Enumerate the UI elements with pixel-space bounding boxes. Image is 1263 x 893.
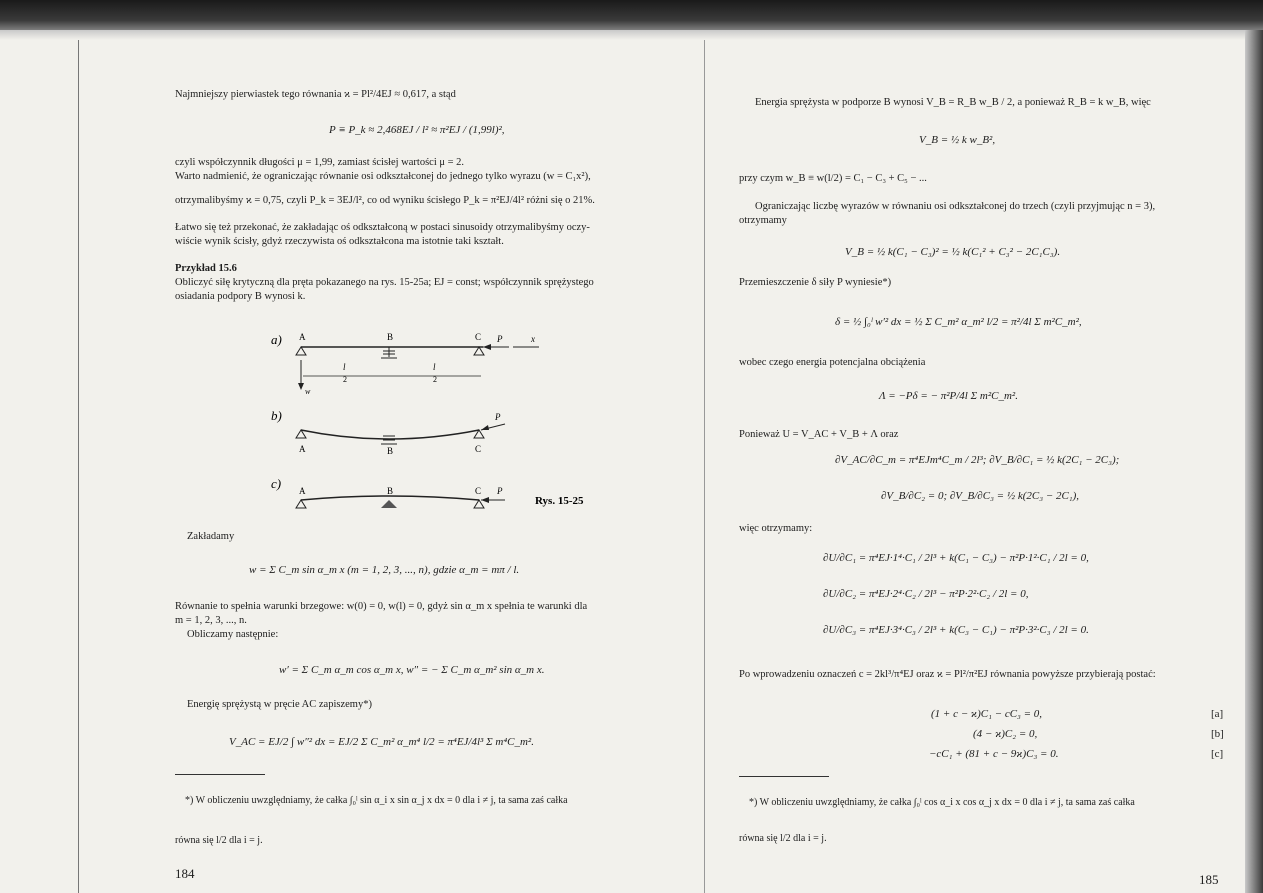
equation: w′ = Σ C_m α_m cos α_m x, w″ = − Σ C_m α_m² sin α_m x. <box>279 664 545 676</box>
text-line: Po wprowadzeniu oznaczeń c = 2kl³/π⁴EJ oraz ϰ = Pl²/π²EJ równania powyższe przybierają postać: <box>739 669 1156 680</box>
equation: w = Σ C_m sin α_m x (m = 1, 2, 3, ..., n), gdzie α_m = mπ / l. <box>249 564 520 576</box>
equation: ∂U/∂C₁ = π⁴EJ·1⁴·C₁ / 2l³ + k(C₁ − C₃) − π²P·1²·C₁ / 2l = 0, <box>823 552 1089 564</box>
text-line: wobec czego energia potencjalna obciążenia <box>739 357 926 368</box>
text-line: otrzymamy <box>739 215 787 226</box>
right-page <box>704 40 1245 893</box>
text-line: Energia sprężysta w podporze B wynosi V_B = R_B w_B / 2, a ponieważ R_B = k w_B, więc <box>755 97 1151 108</box>
footnote: równa się l/2 dla i = j. <box>175 835 263 846</box>
equation: Λ = −Pδ = − π²P/4l Σ m²C_m². <box>879 390 1018 402</box>
example-title: Przykład 15.6 <box>175 263 237 274</box>
force-P: P <box>497 334 503 344</box>
footnote: *) W obliczeniu uwzględniamy, że całka ∫₀ˡ cos α_i x cos α_j x dx = 0 dla i ≠ j, ta sama zaś całka <box>749 797 1135 808</box>
point-B: B <box>387 446 394 456</box>
equation: δ = ½ ∫₀ˡ w′² dx = ½ Σ C_m² α_m² l/2 = π²/4l Σ m²C_m², <box>835 316 1082 328</box>
equation: −cC₁ + (81 + c − 9ϰ)C₃ = 0. <box>929 748 1059 760</box>
equation: V_B = ½ k(C₁ − C₃)² = ½ k(C₁² + C₃² − 2C₁C₃). <box>845 246 1061 258</box>
scan-top-shadow <box>0 0 1263 34</box>
equation: V_B = ½ k w_B², <box>919 134 996 146</box>
fig-label-b: b) <box>271 408 282 423</box>
footnote: równa się l/2 dla i = j. <box>739 833 827 844</box>
text-line: więc otrzymamy: <box>739 523 813 534</box>
left-page <box>78 40 699 893</box>
page-number: 184 <box>175 866 195 881</box>
scan-right-shadow <box>1245 30 1263 893</box>
axis-w: w <box>305 387 311 396</box>
text-line: Ponieważ U = V_AC + V_B + Λ oraz <box>739 429 899 440</box>
half-length-denom: 2 <box>343 375 347 384</box>
text-line: przy czym w_B ≡ w(l/2) = C₁ − C₃ + C₅ − ... <box>739 173 927 184</box>
text-line: Ograniczając liczbę wyrazów w równaniu osi odkształconej do trzech (czyli przyjmując n = 3), <box>755 201 1156 212</box>
text-line: Równanie to spełnia warunki brzegowe: w(0) = 0, w(l) = 0, gdyż sin α_m x spełnia te warunki dla <box>175 601 588 612</box>
equation: ∂U/∂C₃ = π⁴EJ·3⁴·C₃ / 2l³ + k(C₃ − C₁) − π²P·3²·C₃ / 2l = 0. <box>823 624 1089 636</box>
equation-label: [c] <box>1211 748 1224 760</box>
point-A: A <box>299 332 306 342</box>
footnote: *) W obliczeniu uwzględniamy, że całka ∫₀ˡ sin α_i x sin α_j x dx = 0 dla i ≠ j, ta sama zaś całka <box>185 795 568 806</box>
point-C: C <box>475 444 482 454</box>
equation: (4 − ϰ)C₂ = 0, <box>973 728 1038 740</box>
point-C: C <box>475 332 482 342</box>
text-line: Przemieszczenie δ siły P wyniesie*) <box>739 277 892 288</box>
text-line: otrzymalibyśmy ϰ = 0,75, czyli P_k = 3EJ/l², co od wyniku ścisłego P_k = π²EJ/4l² różni się o 21%. <box>175 195 595 206</box>
half-length-denom: 2 <box>433 375 437 384</box>
axis-x: x <box>531 334 535 344</box>
equation: P ≡ P_k ≈ 2,468EJ / l² ≈ π²EJ / (1,99l)², <box>329 124 505 136</box>
text-line: czyli współczynnik długości μ = 1,99, zamiast ścisłej wartości μ = 2. <box>175 157 465 168</box>
text-line: Energię sprężystą w pręcie AC zapiszemy*) <box>187 699 372 710</box>
fig-label-a: a) <box>271 332 282 347</box>
point-B: B <box>387 486 394 496</box>
text-line: wiście wynik ścisły, gdyż rzeczywista oś odkształcona ma istotnie taki kształt. <box>175 236 504 247</box>
point-B: B <box>387 332 394 342</box>
equation: ∂V_AC/∂C_m = π⁴EJm⁴C_m / 2l³; ∂V_B/∂C₁ = ½ k(2C₁ − 2C₃); <box>835 454 1120 466</box>
point-A: A <box>299 486 306 496</box>
text-line: Najmniejszy pierwiastek tego równania ϰ = Pl²/4EJ ≈ 0,617, a stąd <box>175 89 456 100</box>
text-line: Obliczyć siłę krytyczną dla pręta pokazanego na rys. 15-25a; EJ = const; współczynnik sprężystego <box>175 277 594 288</box>
footnote-rule <box>739 776 829 777</box>
scan-page-edge <box>0 30 1263 40</box>
figure-caption: Rys. 15-25 <box>535 495 584 507</box>
equation-label: [a] <box>1211 708 1224 720</box>
text-line: Warto nadmienić, że ograniczając równanie osi odkształconej do jednego tylko wyrazu (w = C₁x²), <box>175 171 591 182</box>
equation: ∂V_B/∂C₂ = 0; ∂V_B/∂C₃ = ½ k(2C₃ − 2C₁), <box>881 490 1080 502</box>
equation-label: [b] <box>1211 728 1224 740</box>
footnote-rule <box>175 774 265 775</box>
fig-label-c: c) <box>271 476 282 491</box>
force-P: P <box>495 412 501 422</box>
text-line: osiadania podpory B wynosi k. <box>175 291 306 302</box>
text-line: m = 1, 2, 3, ..., n. <box>175 615 247 626</box>
point-A: A <box>299 444 306 454</box>
text-line: Zakładamy <box>187 531 235 542</box>
text-line: Obliczamy następnie: <box>187 629 279 640</box>
half-length-label: l <box>433 362 436 372</box>
page-number: 185 <box>1199 872 1219 887</box>
half-length-label: l <box>343 362 346 372</box>
beam-figure <box>269 320 689 520</box>
force-P: P <box>497 486 503 496</box>
equation: V_AC = EJ/2 ∫ w″² dx = EJ/2 Σ C_m² α_m⁴ l/2 = π⁴EJ/4l³ Σ m⁴C_m². <box>229 736 534 748</box>
equation: ∂U/∂C₂ = π⁴EJ·2⁴·C₂ / 2l³ − π²P·2²·C₂ / 2l = 0, <box>823 588 1029 600</box>
equation: (1 + c − ϰ)C₁ − cC₃ = 0, <box>931 708 1043 720</box>
text-line: Łatwo się też przekonać, że zakładając oś odkształconą w postaci sinusoidy otrzymalibyśmy oczy- <box>175 222 590 233</box>
point-C: C <box>475 486 482 496</box>
